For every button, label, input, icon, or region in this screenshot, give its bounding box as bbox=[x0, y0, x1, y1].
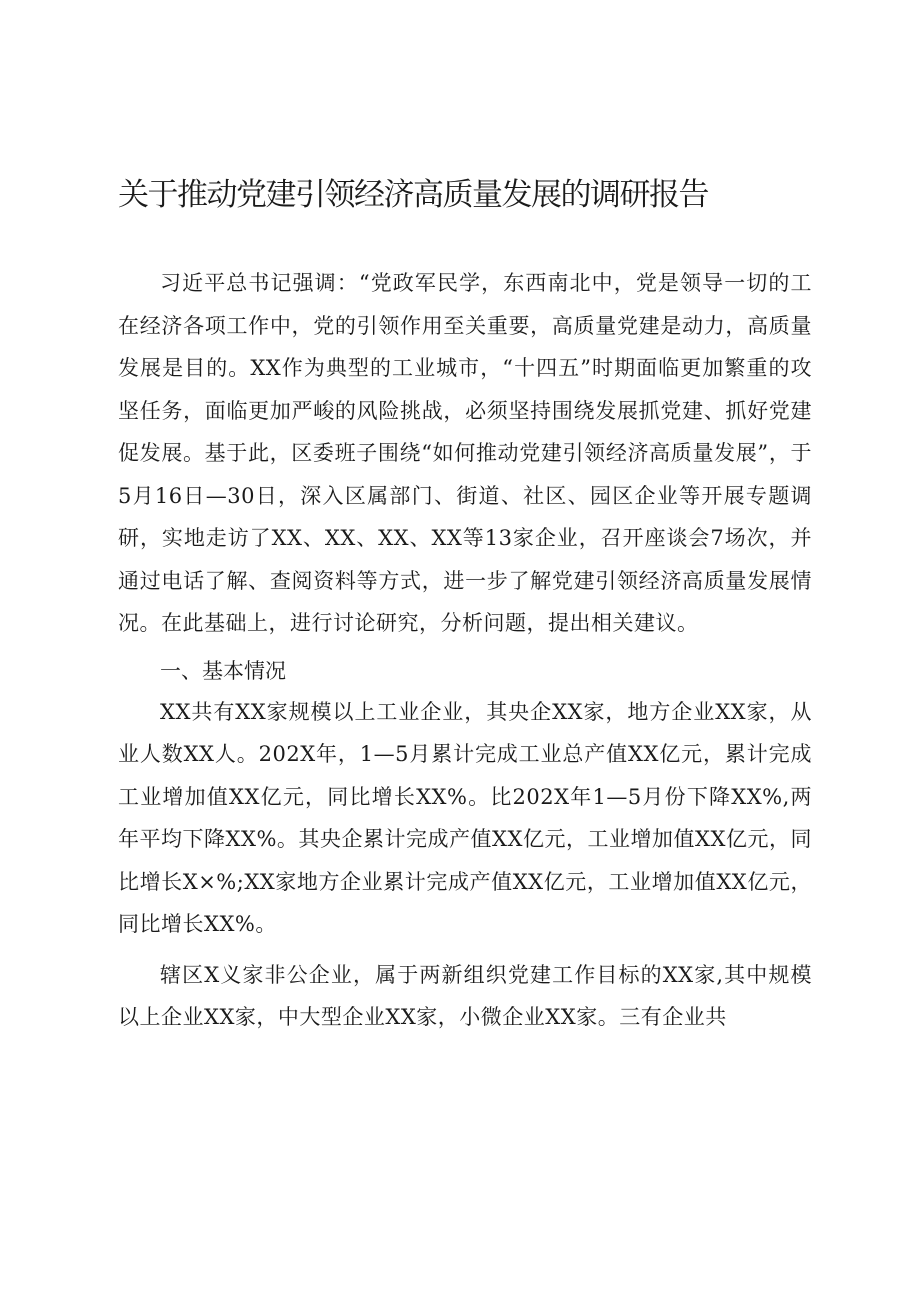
document-body bbox=[118, 262, 812, 1039]
intro-paragraph: 习近平总书记强调：“党政军民学，东西南北中，党是领导一切的工在经济各项工作中，党的引领作用至关重要，高质量党建是动力，高质量发展是目的。XX作为典型的工业城市，“十四五”时期面临更加繁重的攻坚任务，面临更加严峻的风险挑战，必须坚持围绕发展抓党建、抓好党建促发展。基于此，区委班子围绕“如何推动党建引领经济高质量发展”，于5月16日—30日，深入区属部门、街道、社区、园区企业等开展专题调研，实地走访了XX、XX、XX、XX等13家企业，召开座谈会7场次，并通过电话了解、查阅资料等方式，进一步了解党建引领经济高质量发展情况。在此基础上，进行讨论研究，分析问题，提出相关建议。 bbox=[118, 271, 812, 635]
basic-situation-paragraph-2: 辖区X义家非公企业，属于两新组织党建工作目标的XX家,其中规模以上企业XX家，中大型企业XX家，小微企业XX家。三有企业共 bbox=[118, 962, 812, 1029]
section-heading-basic-situation: 一、基本情况 bbox=[160, 658, 286, 683]
basic-situation-paragraph-1: XX共有XX家规模以上工业企业，其央企XX家，地方企业XX家，从业人数XX人。202X年，1—5月累计完成工业总产值XX亿元，累计完成工业增加值XX亿元，同比增长XX%。比202X年1—5月份下降XX%,两年平均下降XX%。其央企累计完成产值XX亿元，工业增加值XX亿元，同比增长X×%;XX家地方企业累计完成产值XX亿元，工业增加值XX亿元，同比增长XX%。 bbox=[118, 699, 812, 936]
document-title: 关于推动党建引领经济高质量发展的调研报告 bbox=[118, 177, 708, 213]
